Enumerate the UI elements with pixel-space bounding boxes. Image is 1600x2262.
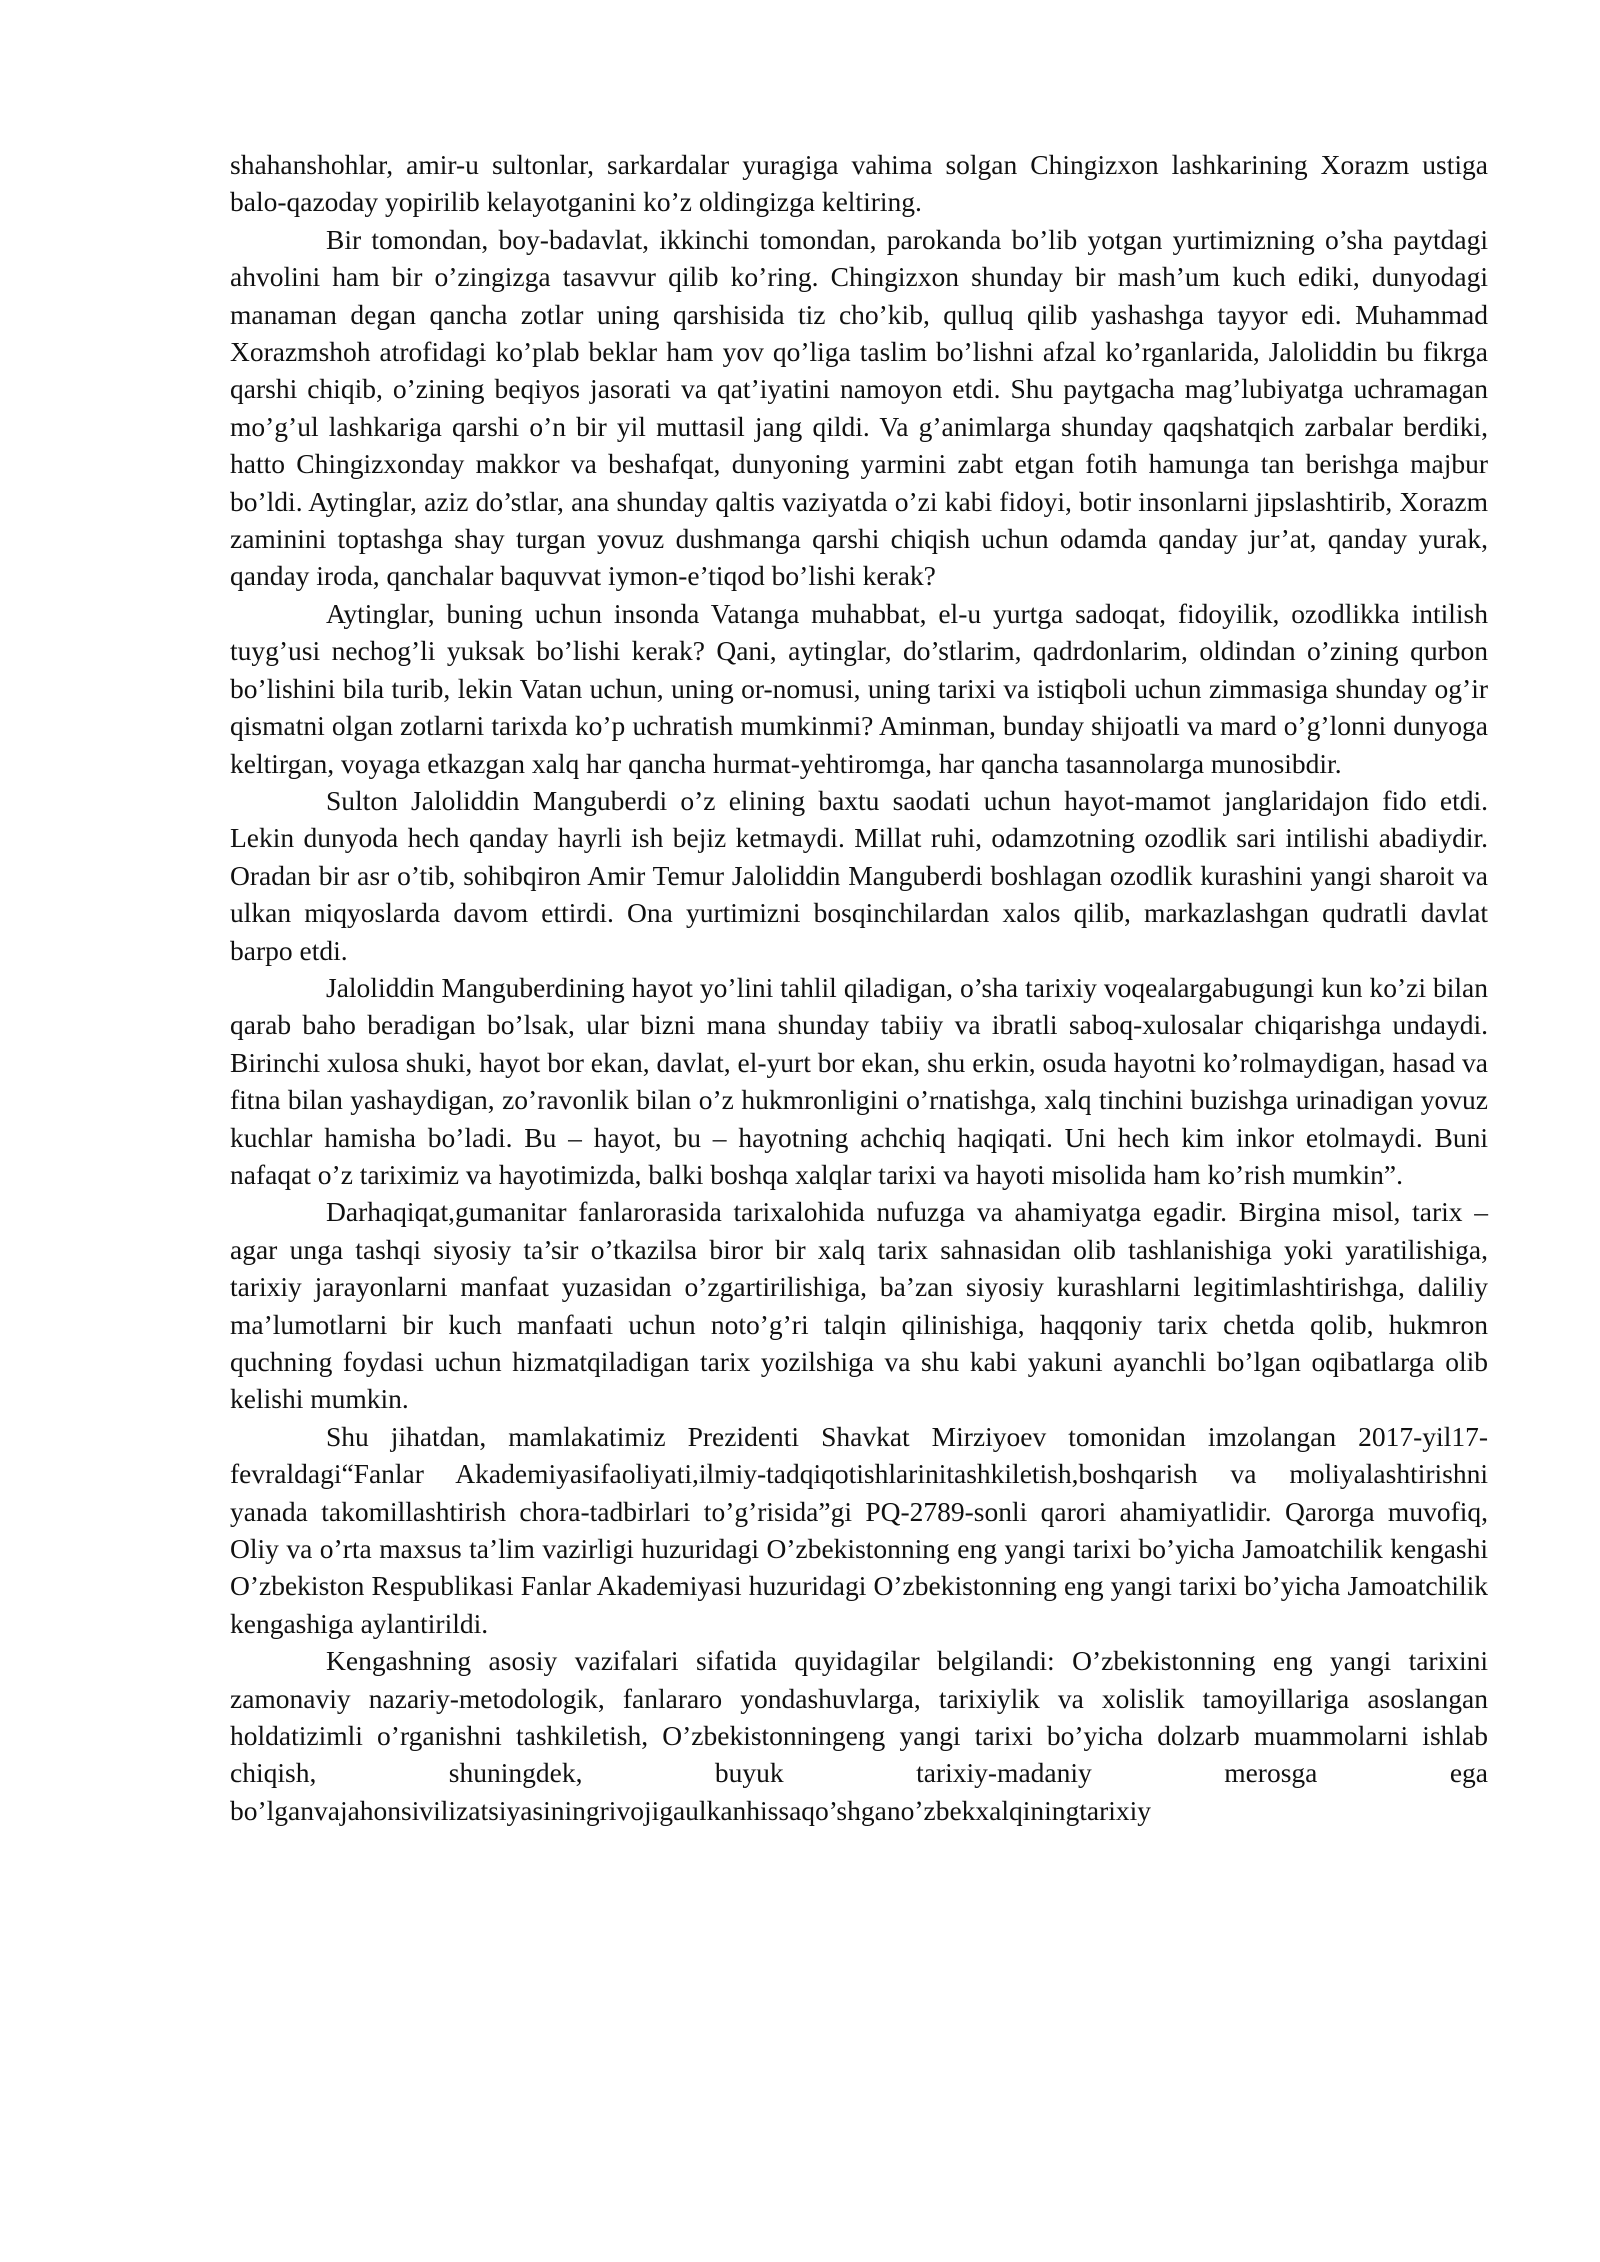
paragraph-8: Kengashning asosiy vazifalari sifatida quyidagilar belgilandi: O’zbekistonning eng yangi tarixini zamonaviy nazariy-metodologik, fanlararo yondashuvlarga, tarixiylik va xolislik tamoyillariga asoslangan holdatizimli o’rganishni tashkiletish, O’zbekistonningeng yangi tarixi bo’yicha dolzarb muammolarni ishlab chiqish, shuningdek, buyuk tarixiy-madaniy merosga ega bo’lganvajahonsivilizatsiyasiningrivojigaulkanhissaqo’shganoʼzbekxalqiningtarixiy — [230, 1645, 1488, 1826]
document-page — [230, 146, 1488, 1829]
paragraph-6: Darhaqiqat,gumanitar fanlarorasida tarixalohida nufuzga va ahamiyatga egadir. Birgina misol, tarix – agar unga tashqi siyosiy ta’sir o’tkazilsa biror bir xalq tarix sahnasidan olib tashlanishiga yoki yaratilishiga, tarixiy jarayonlarni manfaat yuzasidan o’zgartirilishiga, ba’zan siyosiy kurashlarni legitimlashtirishga, daliliy ma’lumotlarni bir kuch manfaati uchun noto’g’ri talqin qilinishiga, haqqoniy tarix chetda qolib, hukmron quchning foydasi uchun hizmatqiladigan tarix yozilshiga va shu kabi yakuni ayanchli bo’lgan oqibatlarga olib kelishi mumkin. — [230, 1196, 1488, 1415]
paragraph-5: Jaloliddin Manguberdining hayot yo’lini tahlil qiladigan, o’sha tarixiy voqealargabugungi kun ko’zi bilan qarab baho beradigan bo’lsak, ular bizni mana shunday tabiiy va ibratli saboq-xulosalar chiqarishga undaydi. Birinchi xulosa shuki, hayot bor ekan, davlat, el-yurt bor ekan, shu erkin, osuda hayotni ko’rolmaydigan, hasad va fitna bilan yashaydigan, zo’ravonlik bilan o’z hukmronligini o’rnatishga, xalq tinchini buzishga urinadigan yovuz kuchlar hamisha bo’ladi. Bu – hayot, bu – hayotning achchiq haqiqati. Uni hech kim inkor etolmaydi. Buni nafaqat o’z tariximiz va hayotimizda, balki boshqa xalqlar tarixi va hayoti misolida ham ko’rish mumkin”. — [230, 971, 1488, 1190]
paragraph-4: Sulton Jaloliddin Manguberdi o’z elining baxtu saodati uchun hayot-mamot janglaridajon fido etdi. Lekin dunyoda hech qanday hayrli ish bejiz ketmaydi. Millat ruhi, odamzotning ozodlik sari intilishi abadiydir. Oradan bir asr o’tib, sohibqiron Amir Temur Jaloliddin Manguberdi boshlagan ozodlik kurashini yangi sharoit va ulkan miqyoslarda davom ettirdi. Ona yurtimizni bosqinchilardan xalos qilib, markazlashgan qudratli davlat barpo etdi. — [230, 784, 1488, 966]
paragraph-2: Bir tomondan, boy-badavlat, ikkinchi tomondan, parokanda bo’lib yotgan yurtimizning o’sha paytdagi ahvolini ham bir o’zingizga tasavvur qilib ko’ring. Chingizxon shunday bir mash’um kuch ediki, dunyodagi manaman degan qancha zotlar uning qarshisida tiz cho’kib, qulluq qilib yashashga tayyor edi. Muhammad Xorazmshoh atrofidagi ko’plab beklar ham yov qo’liga taslim bo’lishni afzal ko’rganlarida, Jaloliddin bu fikrga qarshi chiqib, o’zining beqiyos jasorati va qat’iyatini namoyon etdi. Shu paytgacha mag’lubiyatga uchramagan mo’g’ul lashkariga qarshi o’n bir yil muttasil jang qildi. Va g’animlarga shunday qaqshatqich zarbalar berdiki, hatto Chingizxonday makkor va beshafqat, dunyoning yarmini zabt etgan fotih hamunga tan berishga majbur bo’ldi. Aytinglar, aziz do’stlar, ana shunday qaltis vaziyatda o’zi kabi fidoyi, botir insonlarni jipslashtirib, Xorazm zaminini toptashga shay turgan yovuz dushmanga qarshi chiqish uchun odamda qanday jur’at, qanday yurak, qanday iroda, qanchalar baquvvat iymon-e’tiqod bo’lishi kerak? — [230, 223, 1488, 592]
paragraph-1: shahanshohlar, amir-u sultonlar, sarkardalar yuragiga vahima solgan Chingizxon lashkarining Xorazm ustiga balo-qazoday yopirilib kelayotganini ko’z oldingizga keltiring. — [230, 149, 1488, 218]
paragraph-3: Aytinglar, buning uchun insonda Vatanga muhabbat, el-u yurtga sadoqat, fidoyilik, ozodlikka intilish tuyg’usi nechog’li yuksak bo’lishi kerak? Qani, aytinglar, do’stlarim, qadrdonlarim, oldindan o’zining qurbon bo’lishini bila turib, lekin Vatan uchun, uning or-nomusi, uning tarixi va istiqboli uchun zimmasiga shunday og’ir qismatni olgan zotlarni tarixda ko’p uchratish mumkinmi? Aminman, bunday shijoatli va mard o’g’lonni dunyoga keltirgan, voyaga etkazgan xalq har qancha hurmat-yehtiromga, har qancha tasannolarga munosibdir. — [230, 597, 1488, 779]
paragraph-7: Shu jihatdan, mamlakatimiz Prezidenti Shavkat Mirziyoev tomonidan imzolangan 2017-yil17-fevraldagi“Fanlar Akademiyasifaoliyati,ilmiy-tadqiqotishlarinitashkiletish,boshqarish va moliyalashtirishni yanada takomillashtirish chora-tadbirlari to’g’risida”gi PQ-2789-sonli qarori ahamiyatlidir. Qarorga muvofiq, Oliy va o’rta maxsus ta’lim vazirligi huzuridagi O’zbekistonning eng yangi tarixi bo’yicha Jamoatchilik kengashi O’zbekiston Respublikasi Fanlar Akademiyasi huzuridagi O’zbekistonning eng yangi tarixi bo’yicha Jamoatchilik kengashiga aylantirildi. — [230, 1420, 1488, 1639]
